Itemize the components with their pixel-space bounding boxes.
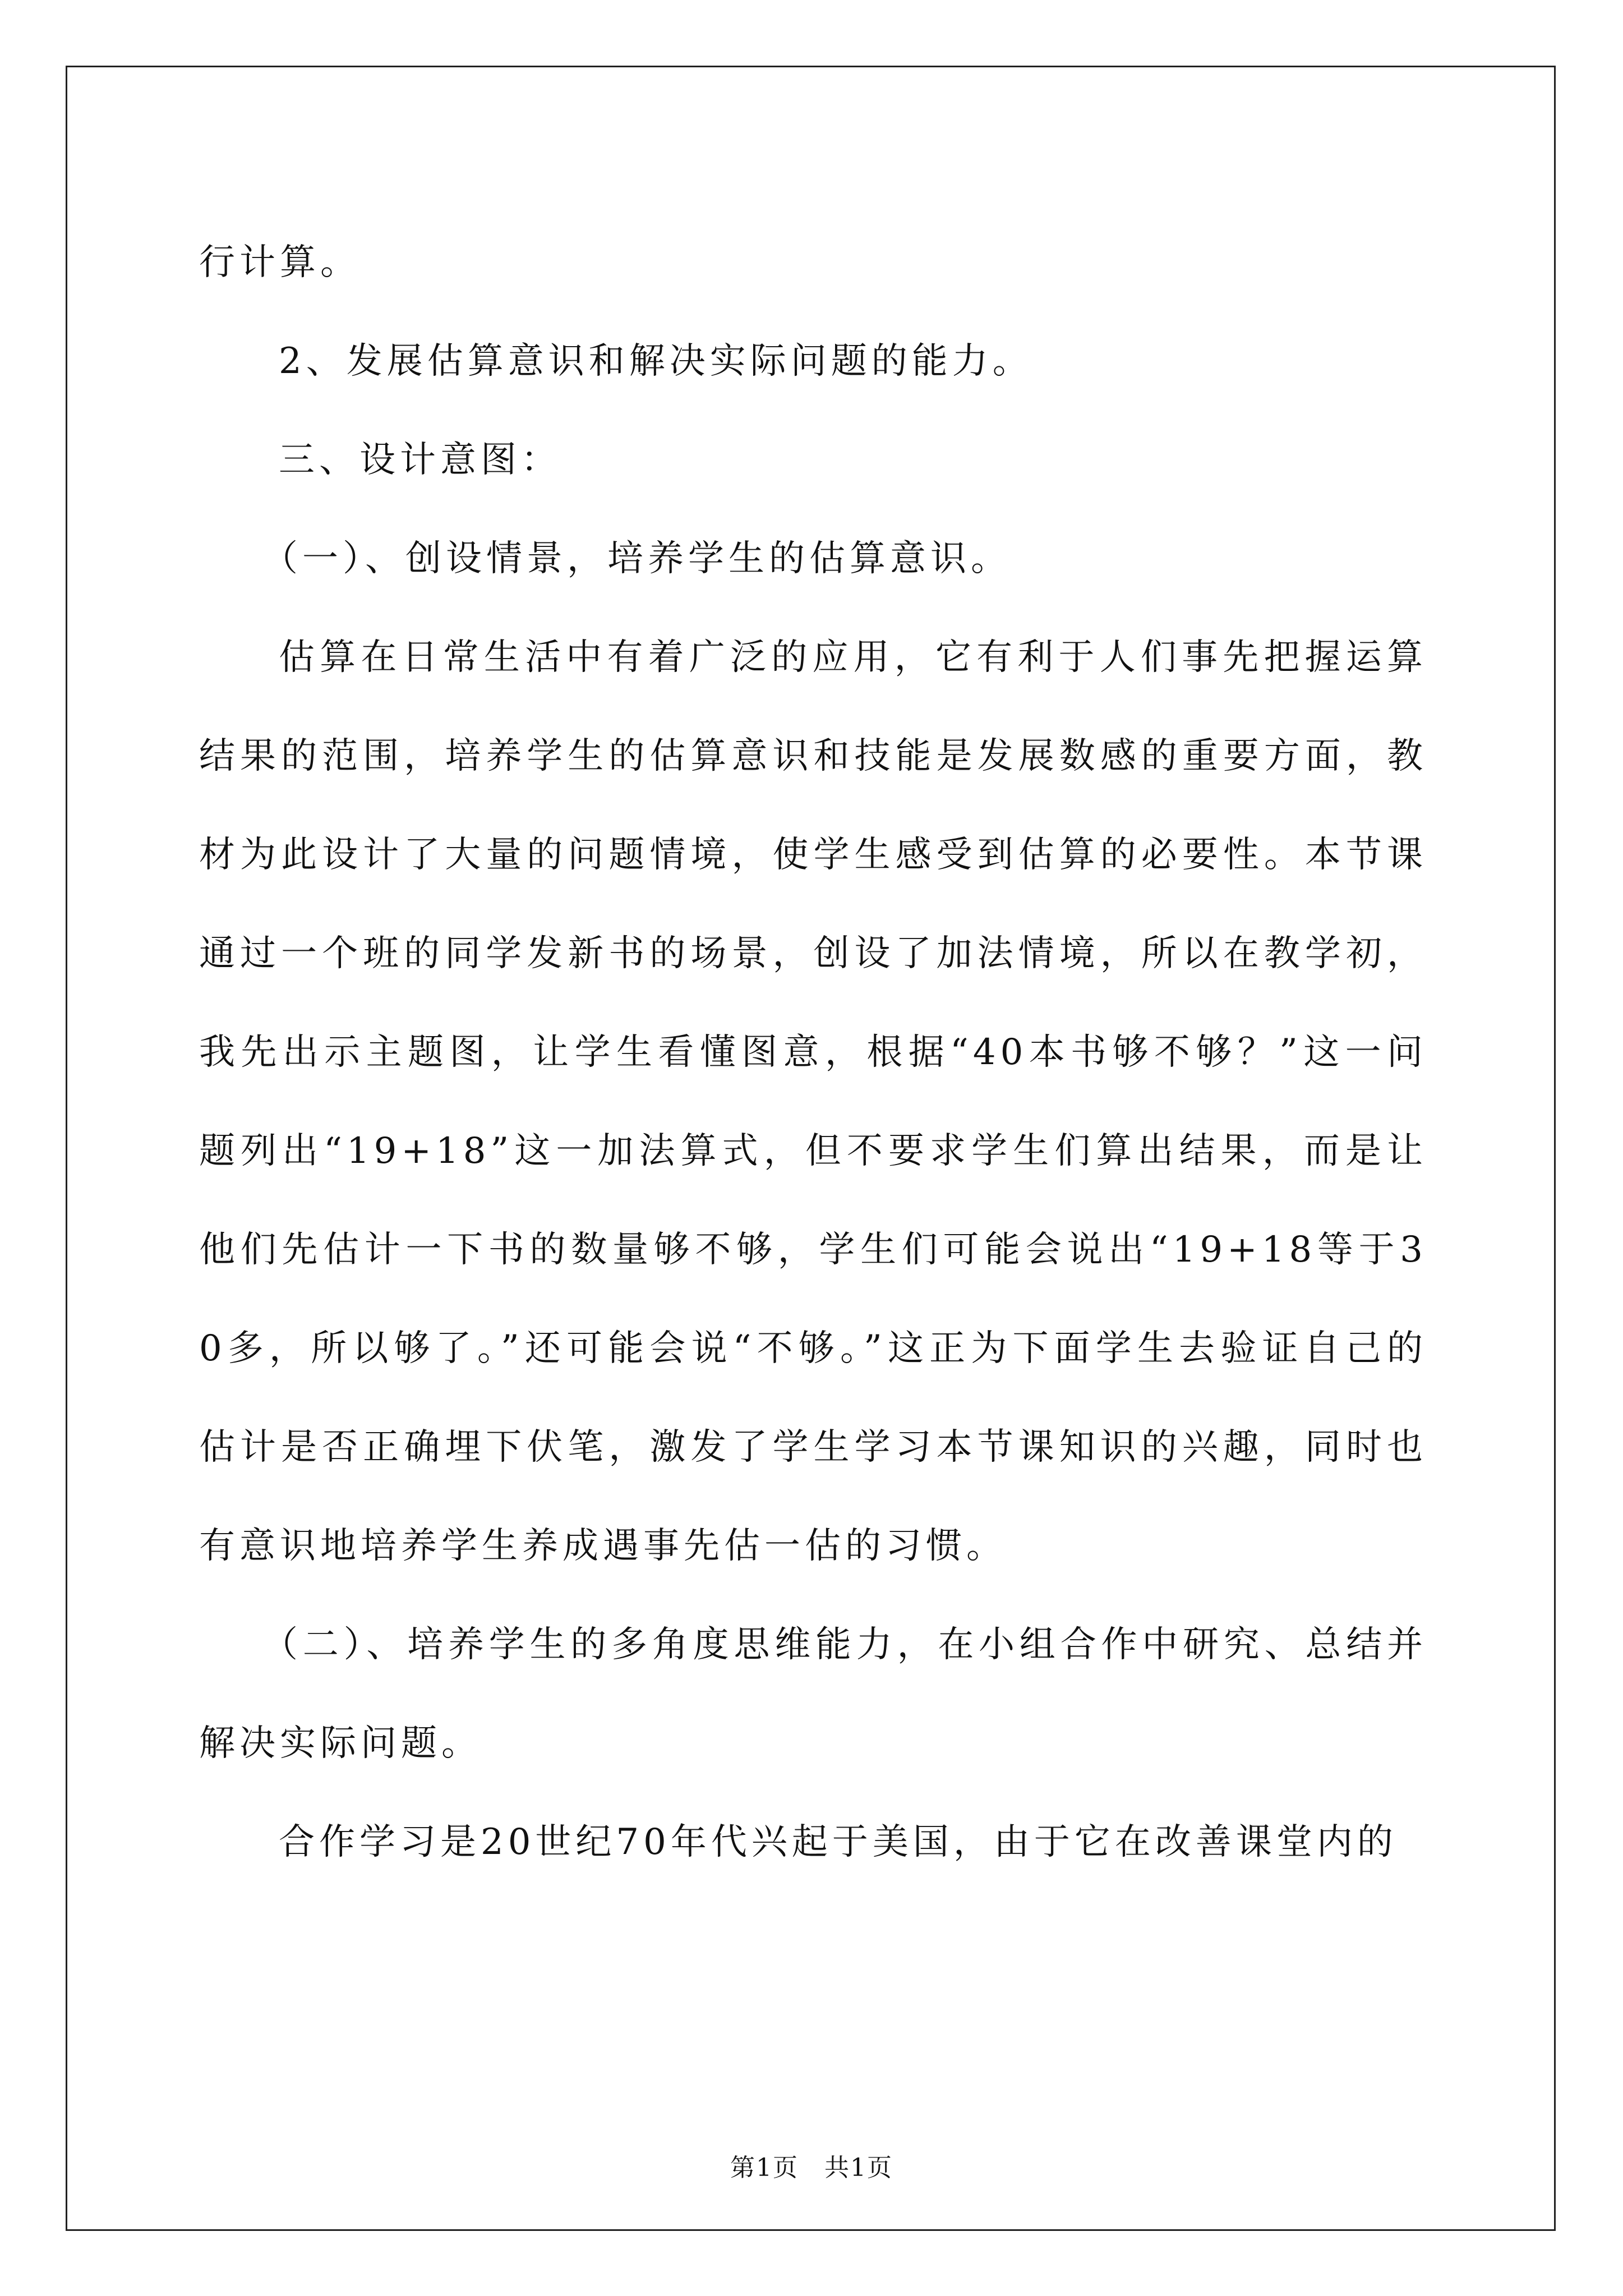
page-footer: 第1页 共1页	[730, 2154, 893, 2182]
paragraph-cooperative-learning: 合作学习是20世纪70年代兴起于美国，由于它在改善课堂内的	[279, 1821, 1398, 1863]
paragraph-continuation: 行计算。	[199, 242, 361, 283]
subheading-two: （二）、培养学生的多角度思维能力，在小组合作中研究、总结并解决实际问题。	[199, 1624, 1427, 1764]
subheading-one: （一）、创设情景，培养学生的估算意识。	[262, 538, 1011, 579]
paragraph-objective-2: 2、发展估算意识和解决实际问题的能力。	[279, 341, 1033, 382]
paragraph-estimation: 估算在日常生活中有着广泛的应用，它有利于人们事先把握运算结果的范围，培养学生的估算意识和技能是发展数感的重要方面，教材为此设计了大量的问题情境，使学生感受到估算的必要性。本节课通过一个班的同学发新书的场景，创设了加法情境，所以在教学初，我先出示主题图，让学生看懂图意，根据“40本书够不够？”这一问题列出“19+18”这一加法算式，但不要求学生们算出结果，而是让他们先估计一下书的数量够不够，学生们可能会说出“19+18等于30多，所以够了。”还可能会说“不够。”这正为下面学生去验证自己的估计是否正确埋下伏笔，激发了学生学习本节课知识的兴趣，同时也有意识地培养学生养成遇事先估一估的习惯。	[199, 637, 1427, 1567]
document-body	[199, 213, 1427, 1892]
section-heading-design-intent: 三、设计意图：	[279, 439, 561, 481]
